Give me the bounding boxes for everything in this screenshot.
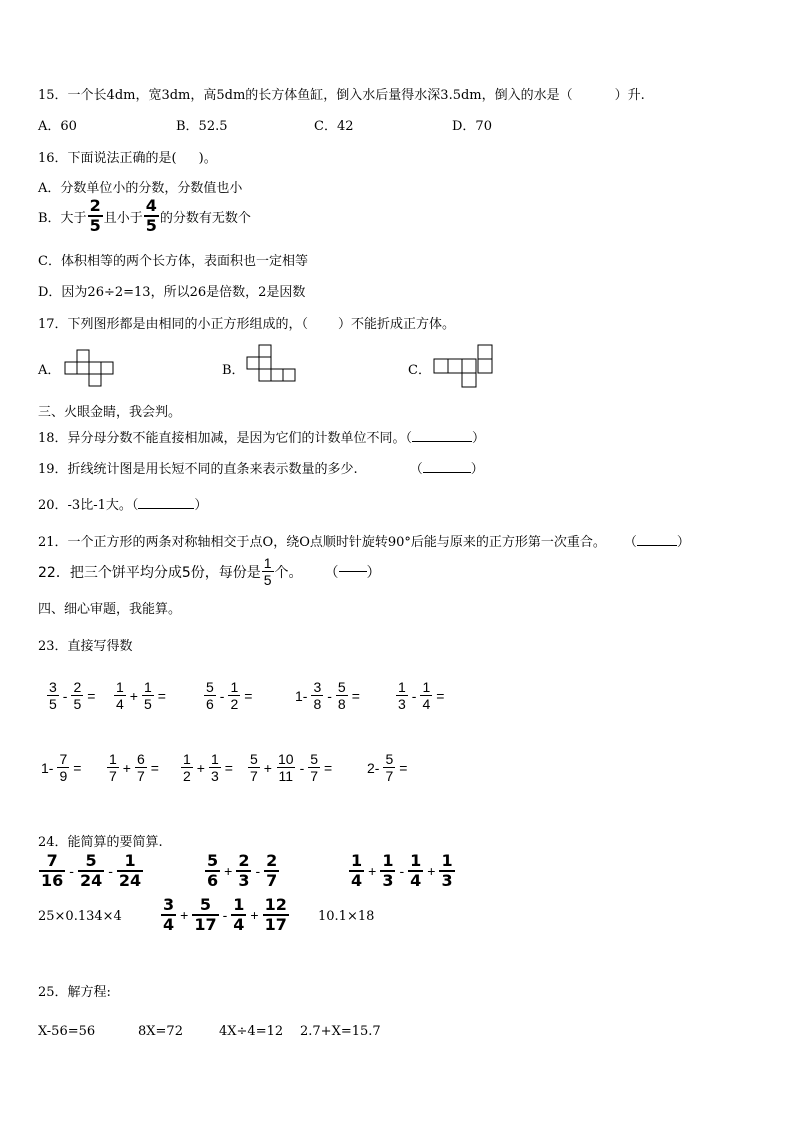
fraction [264,853,279,889]
numerator: 1 [124,851,136,870]
denominator: 8 [337,696,346,712]
numerator: 5 [207,851,219,870]
denominator: 7 [266,871,278,890]
numerator: 1 [351,851,363,870]
fraction [39,853,65,889]
denominator: 4 [233,915,245,934]
operator: 1- [295,687,308,704]
numerator: 5 [385,751,394,767]
denominator: 4 [116,696,124,712]
fraction [71,680,83,711]
fraction: $\frac{1}{5}$ [263,555,272,588]
numerator: 1 [230,679,239,695]
denominator: 5 [143,696,152,712]
equals-sign: = [324,759,333,776]
numerator: 1 [143,679,152,695]
q17-option-a[interactable]: A． [38,363,61,378]
fraction [383,752,395,783]
operator: + [180,907,189,923]
numerator: 1 [422,679,431,695]
numerator: 3 [313,679,322,695]
operator: + [250,907,259,923]
q15-stem: 15．一个长4dm，宽3dm，高5dm的长方体鱼缸，倒入水后量得水深3.5dm，倒入的水是（ ）升. [38,88,645,103]
q25-equation-3: 4X÷4=12 [219,1024,284,1039]
fraction [209,752,221,783]
numerator: 1 [398,679,406,695]
cube-net-c [433,343,495,389]
arithmetic-expression [38,752,84,783]
fraction [57,752,69,783]
numerator: 7 [46,851,58,870]
arithmetic-expression [106,752,162,783]
numerator: 3 [163,895,175,914]
fraction: $\frac{4}{5}$ [145,196,157,235]
equals-sign: = [150,759,159,776]
fraction [135,752,147,783]
q25-equation-2: 8X=72 [138,1024,183,1039]
fraction [439,853,454,889]
numerator: 10 [277,751,294,767]
fraction [231,897,246,933]
answer-blank[interactable] [423,472,471,473]
q18: 18．异分母分数不能直接相加减，是因为它们的计数单位不同。（ ） [38,431,486,446]
denominator: 7 [136,768,145,784]
numerator: 1 [183,751,191,767]
denominator: 24 [118,871,142,890]
numerator: 12 [264,895,287,914]
equals-sign: = [436,687,445,704]
denominator: 9 [59,768,68,784]
numerator: 1 [109,751,117,767]
q17-option-c[interactable]: C． [408,363,431,378]
denominator: 8 [313,696,322,712]
denominator: 16 [41,871,64,890]
fraction [349,853,364,889]
denominator: 11 [278,768,294,784]
equals-sign: = [224,759,233,776]
numerator: 2 [266,851,278,870]
operator: - [62,687,68,704]
fraction [205,853,220,889]
fraction [228,680,240,711]
fraction [107,752,119,783]
section-3-heading: 三、火眼金睛，我会判。 [38,405,182,420]
numerator: 1 [233,895,245,914]
fraction [380,853,395,889]
denominator: 3 [441,871,453,890]
q16-option-d[interactable]: D．因为26÷2=13，所以26是倍数，2是因数 [38,285,306,300]
answer-blank[interactable] [138,508,194,509]
numerator: 1 [116,679,124,695]
q23-title: 23．直接写得数 [38,639,133,654]
fraction [78,853,104,889]
denominator: 2 [230,696,239,712]
numerator: 5 [337,679,346,695]
fraction [47,680,59,711]
numerator: 1 [441,851,453,870]
fraction [308,752,320,783]
q25-title: 25．解方程: [38,985,111,1000]
denominator: 5 [73,696,82,712]
operator: + [427,863,436,879]
operator: - [222,907,228,923]
equals-sign: = [87,687,96,704]
fraction [117,853,143,889]
denominator: 17 [194,915,217,934]
numerator: 7 [59,751,68,767]
fraction [204,680,216,711]
fraction [420,680,432,711]
arithmetic-expression [180,752,236,783]
arithmetic-expression [364,752,410,783]
q22: 22．把三个饼平均分成5份，每份是 $\frac{1}{5}$ 个。 （ ） [38,555,381,588]
fraction [236,853,251,889]
arithmetic-expression [395,680,447,711]
arithmetic-expression [247,752,335,783]
operator: + [129,687,138,704]
numerator: 1 [210,751,219,767]
denominator: 7 [385,768,394,784]
operator: - [411,687,417,704]
answer-blank[interactable] [637,545,677,546]
cube-net-a [64,348,118,390]
q17-option-b[interactable]: B． [222,363,245,378]
fraction: $\frac{2}{5}$ [89,196,101,235]
numerator: 5 [310,751,319,767]
simplify-expression [160,897,290,933]
numerator: 5 [85,851,97,870]
fraction [192,897,218,933]
q15-option-d[interactable]: D．70 [452,119,492,134]
answer-blank[interactable] [339,571,367,572]
fraction [181,752,193,783]
numerator: 3 [49,679,57,695]
denominator: 3 [238,871,250,890]
numerator: 2 [238,851,250,870]
simplify-expression [204,853,280,889]
q15-option-a[interactable]: A．60 [38,119,77,134]
equals-sign: = [351,687,360,704]
denominator: 7 [109,768,117,784]
operator: 2- [367,759,380,776]
answer-blank[interactable] [412,441,472,442]
equals-sign: = [244,687,253,704]
denominator: 24 [79,871,103,890]
operator: + [196,759,205,776]
operator: - [399,863,405,879]
simplify-expression [348,853,456,889]
q15-option-c[interactable]: C．42 [314,119,354,134]
numerator: 1 [382,851,394,870]
denominator: 6 [206,696,214,712]
denominator: 4 [351,871,363,890]
fraction [276,752,296,783]
operator: - [327,687,332,704]
q21: 21．一个正方形的两条对称轴相交于点O，绕O点顺时针旋转90°后能与原来的正方形第一次重合。 （ ） [38,535,690,550]
denominator: 2 [183,768,191,784]
operator: + [263,759,272,776]
cube-net-b [246,343,300,385]
denominator: 3 [398,696,406,712]
arithmetic-expression [113,680,169,711]
denominator: 4 [163,915,175,934]
fraction [142,680,154,711]
q16-stem: 16．下面说法正确的是( )。 [38,151,217,166]
numerator: 2 [73,679,82,695]
numerator: 5 [206,679,214,695]
fraction [408,853,423,889]
operator: + [368,863,377,879]
q16-option-a[interactable]: A．分数单位小的分数，分数值也小 [38,181,243,196]
q16-option-c[interactable]: C．体积相等的两个长方体，表面积也一定相等 [38,254,308,269]
q25-equation-4: 2.7+X=15.7 [300,1024,381,1039]
fraction [161,897,176,933]
q25-equation-1: X-56=56 [38,1024,96,1039]
q15-option-b[interactable]: B．52.5 [176,119,228,134]
q20: 20．-3比-1大。（ ） [38,498,208,513]
operator: - [299,759,305,776]
q16-option-b[interactable]: B．大于 $\frac{2}{5}$ 且小于 $\frac{4}{5}$ 的分数有无数个 [38,196,251,235]
simplify-expression [38,853,144,889]
equals-sign: = [73,759,82,776]
operator: - [255,863,261,879]
denominator: 17 [264,915,287,934]
denominator: 6 [207,871,219,890]
q24-expression-4: 25×0.134×4 [38,909,122,924]
fraction [336,680,348,711]
fraction [396,680,408,711]
denominator: 3 [210,768,219,784]
q24-title: 24．能简算的要简算. [38,835,163,850]
denominator: 4 [422,696,431,712]
denominator: 5 [49,696,57,712]
arithmetic-expression [203,680,255,711]
fraction [248,752,260,783]
fraction [311,680,323,711]
arithmetic-expression [292,680,363,711]
denominator: 3 [382,871,394,890]
numerator: 1 [410,851,422,870]
operator: + [224,863,233,879]
operator: + [122,759,131,776]
equals-sign: = [157,687,166,704]
q19: 19．折线统计图是用长短不同的直条来表示数量的多少. （ ） [38,462,484,477]
section-4-heading: 四、细心审题，我能算。 [38,602,182,617]
arithmetic-expression [46,680,98,711]
operator: - [69,863,74,879]
operator: - [108,863,113,879]
fraction [114,680,126,711]
q24-expression-6: 10.1×18 [318,909,375,924]
numerator: 5 [250,751,258,767]
denominator: 4 [410,871,422,890]
denominator: 7 [250,768,258,784]
equals-sign: = [399,759,408,776]
q17-stem: 17．下列图形都是由相同的小正方形组成的，（ ）不能折成正方体。 [38,317,456,332]
operator: 1- [41,759,54,776]
denominator: 7 [310,768,319,784]
numerator: 5 [199,895,212,914]
operator: - [219,687,225,704]
numerator: 6 [136,751,145,767]
fraction [263,897,289,933]
